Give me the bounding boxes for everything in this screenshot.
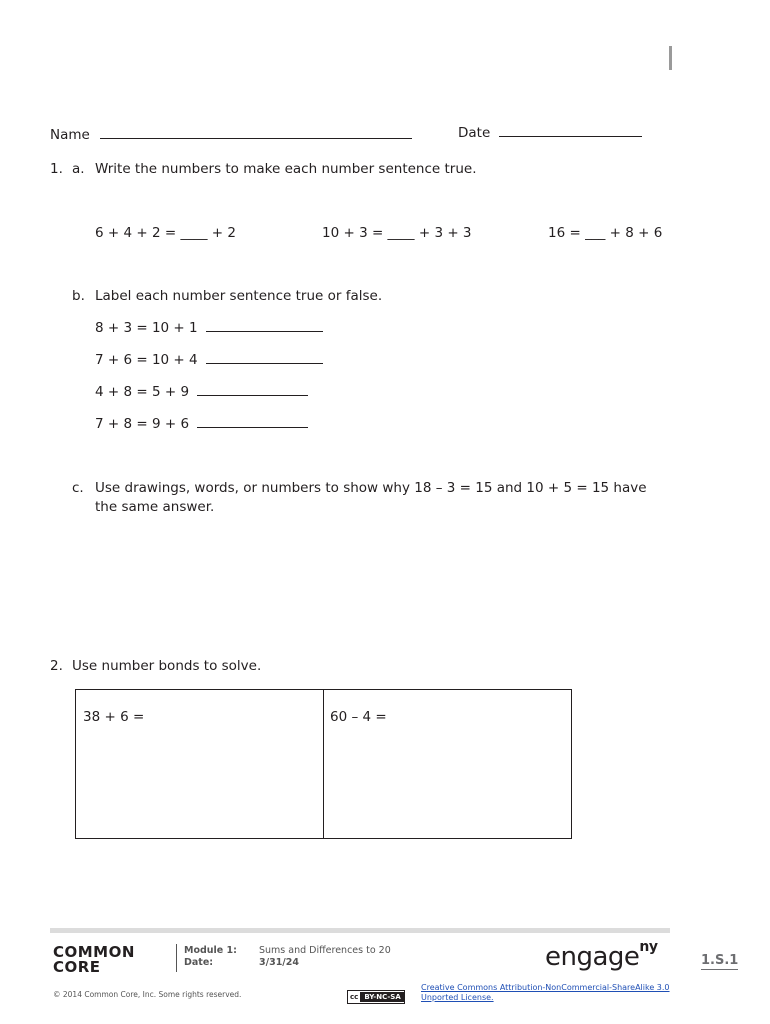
license-link-line2[interactable]: Unported License.	[421, 993, 494, 1002]
table-divider	[323, 690, 324, 838]
cell-60-minus-4: 60 – 4 =	[330, 709, 387, 725]
date-line[interactable]	[499, 136, 642, 137]
problem-2-prompt: Use number bonds to solve.	[72, 658, 262, 674]
answer-blank[interactable]	[197, 417, 308, 428]
license-code: BY-NC-SA	[361, 992, 403, 1002]
sentence-1b-1-text: 8 + 3 = 10 + 1	[95, 320, 198, 336]
module-value: Sums and Differences to 20	[259, 945, 391, 956]
brand-text: engage	[545, 942, 640, 972]
name-field[interactable]	[50, 127, 412, 143]
answer-blank[interactable]	[206, 353, 323, 364]
name-line[interactable]	[100, 138, 412, 139]
sentence-1a-3: 16 = ___ + 8 + 6	[548, 225, 663, 241]
footer-separator	[176, 944, 177, 972]
date-field[interactable]	[458, 125, 642, 141]
copyright-text: © 2014 Common Core, Inc. Some rights reserved.	[53, 990, 242, 999]
sentence-1a-1: 6 + 4 + 2 = ____ + 2	[95, 225, 236, 241]
number-bond-table	[75, 689, 572, 839]
sentence-1b-2	[95, 352, 323, 368]
footer-rule	[50, 928, 670, 933]
problem-1b-prompt: Label each number sentence true or false.	[95, 288, 383, 304]
problem-1-number: 1.	[50, 161, 63, 177]
common-core-logo	[53, 945, 135, 975]
engageny-logo	[545, 939, 658, 972]
problem-1a-letter: a.	[72, 161, 85, 177]
sentence-1b-3	[95, 384, 308, 400]
answer-blank[interactable]	[206, 321, 323, 332]
logo-line-1: COMMON	[53, 943, 135, 961]
cc-icon: cc	[348, 992, 361, 1002]
date-label: Date	[458, 125, 491, 141]
brand-sup: ny	[639, 939, 658, 956]
footer-date-value: 3/31/24	[259, 957, 299, 968]
logo-line-2: CORE	[53, 958, 101, 976]
sentence-1b-3-text: 4 + 8 = 5 + 9	[95, 384, 190, 400]
sentence-1b-4	[95, 416, 308, 432]
problem-1c-letter: c.	[72, 480, 84, 496]
sentence-1b-2-text: 7 + 6 = 10 + 4	[95, 352, 198, 368]
problem-1c-prompt-line1: Use drawings, words, or numbers to show why 18 – 3 = 15 and 10 + 5 = 15 have	[95, 480, 647, 496]
name-label: Name	[50, 127, 90, 143]
sentence-1a-2: 10 + 3 = ____ + 3 + 3	[322, 225, 472, 241]
license-link-line1[interactable]: Creative Commons Attribution-NonCommercial-ShareAlike 3.0	[421, 983, 670, 992]
problem-1c-prompt-line2: the same answer.	[95, 499, 215, 515]
page-code: 1.S.1	[701, 953, 739, 968]
sentence-1b-4-text: 7 + 8 = 9 + 6	[95, 416, 190, 432]
module-label: Module 1:	[184, 945, 237, 956]
problem-1a-prompt: Write the numbers to make each number sentence true.	[95, 161, 477, 177]
problem-1b-letter: b.	[72, 288, 85, 304]
cell-38-plus-6: 38 + 6 =	[83, 709, 145, 725]
license-badge[interactable]	[347, 987, 405, 1004]
footer-date-label: Date:	[184, 957, 214, 968]
problem-2-number: 2.	[50, 658, 63, 674]
sentence-1b-1	[95, 320, 323, 336]
answer-blank[interactable]	[197, 385, 308, 396]
page-edge-marker	[669, 46, 672, 70]
